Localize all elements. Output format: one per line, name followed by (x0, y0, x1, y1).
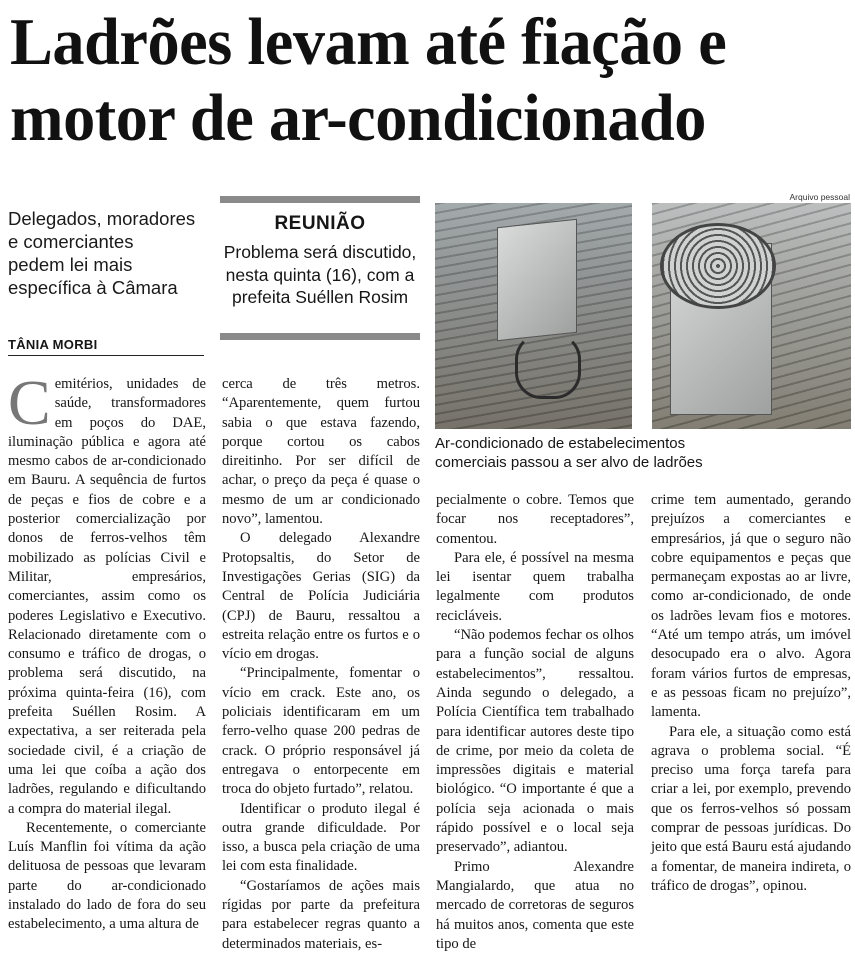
photo-credit: Arquivo pessoal (789, 192, 850, 202)
deck-line: e comerciantes (8, 231, 134, 252)
article-column-3 (436, 491, 634, 954)
article-paragraph: crime tem aumentado, gerando prejuízos a comerciantes e empresários, já que o seguro não cobre equipamentos e peças que permaneçam expostas ao ar livre, como ar-condicionado, de onde os ladrões levam fios e motores. “Até um tempo atrás, um imóvel desocupado era o alvo. Agora foram vários furtos de empresas, e as pessoas ficam no prejuízo”, lamenta. (651, 492, 851, 721)
cable-shape (515, 333, 581, 399)
article-paragraph: “Não podemos fechar os olhos para a função social de alguns estabelecimentos”, ressaltou. Ainda segundo o delegado, a Polícia Científica tem trabalhado para identificar autores deste tipo de crime, por meio da coleta de impressões digitais e material biológico. “O importante é que a polícia seja acionada o mais rápido possível e o local seja preservado”, adiantou. (436, 627, 634, 856)
article-paragraph: “Gostaríamos de ações mais rígidas por parte da prefeitura para estabelecer regras quanto a determinados materiais, es- (222, 877, 420, 952)
boxout-title: REUNIÃO (274, 213, 366, 234)
article-column-2 (222, 375, 420, 954)
article-paragraph: Recentemente, o comerciante Luís Manflin foi vítima da ação delituosa de pessoas que levaram parte do ar-condicionado instalado do lado de fora do seu estabelecimento, a uma altura de (8, 819, 206, 933)
deck-line: específica à Câmara (8, 277, 178, 298)
caption-line: Ar-condicionado de estabelecimentos (435, 435, 686, 452)
boxout-line: Problema será discutido, (223, 242, 417, 262)
ac-unit-shape (497, 219, 577, 341)
boxout-line: nesta quinta (16), com a (225, 264, 415, 285)
deck-line: pedem lei mais (8, 254, 133, 275)
deck-subtitle (8, 207, 208, 299)
caption-line: comerciais passou a ser alvo de ladrões (435, 454, 703, 471)
byline: TÂNIA MORBI (8, 337, 204, 356)
boxout-line: prefeita Suéllen Rosim (231, 287, 409, 307)
article-paragraph: cerca de três metros. “Aparentemente, quem furtou sabia o que estava fazendo, porque cortou os cabos direitinho. Por ser difícil de achar, o preço da peça é quase o mesmo de um ar condicionado novo”, lamentou. (222, 376, 420, 528)
fan-grille-shape (660, 223, 776, 309)
headline-line-1: Ladrões levam até fiação e (10, 5, 727, 79)
article-column-1 (8, 367, 206, 935)
air-conditioner-photo-left (435, 203, 632, 429)
article-paragraph: Para ele, a situação como está agrava o problema social. “É preciso uma força tarefa para criar a lei, por exemplo, prevendo que os ferros-velhos só possam comprar de pessoas jurídicas. Do jeito que está Bauru está ajudando a fomentar, de maneira indireta, o tráfico de drogas”, opinou. (651, 723, 851, 894)
meeting-boxout (220, 196, 420, 340)
article-paragraph: Identificar o produto ilegal é outra grande dificuldade. Por isso, a busca pela criação de uma lei com esta finalidade. (222, 800, 420, 875)
article-paragraph: “Principalmente, fomentar o vício em crack. Este ano, os policiais identificaram em um ferro-velho quase 200 pedras de crack. O próprio responsável já entregava o entorpecente em troca do objeto furtado”, relatou. (222, 665, 420, 798)
drop-cap: C (8, 367, 51, 438)
air-conditioner-photo-right (652, 203, 851, 429)
article-paragraph: Primo Alexandre Mangialardo, que atua no mercado de corretoras de seguros há muitos anos, comenta que este tipo de (436, 858, 634, 952)
paragraph-text: emitérios, unidades de saúde, transformadores em poços do DAE, iluminação pública e agora até mesmo cabos de ar-condicionado em Bauru. A sequência de furtos de peças e fios de cobre e a posterior comercialização por donos de ferros-velhos têm mobilizado as polícias Civil e Militar, empresários, comerciantes, assim como os poderes Legislativo e Executivo. Relacionado diretamente com o consumo e tráfico de drogas, o problema será discutido, na próxima quinta-feira (16), com prefeita Suéllen Rosim. A expectativa, a ser reiterada pela sociedade civil, é a criação de uma lei que coíba a ação dos ladrões, regulando e dificultando a compra do material ilegal. (8, 376, 206, 817)
headline-line-2: motor de ar-condicionado (10, 81, 706, 155)
article-paragraph: Para ele, é possível na mesma lei isentar quem trabalha legalmente com produtos recicláveis. (436, 549, 634, 624)
article-paragraph: O delegado Alexandre Protopsaltis, do Setor de Investigações Gerias (SIG) da Central de Polícia Judiciária (CPJ) de Bauru, ressaltou a estreita relação entre os furtos e o vício em drogas. (222, 530, 420, 663)
photo-caption (435, 434, 851, 472)
headline (10, 4, 816, 156)
article-column-4 (651, 491, 851, 896)
boxout-body (220, 241, 420, 309)
article-paragraph (8, 367, 206, 819)
deck-line: Delegados, moradores (8, 208, 196, 229)
article-paragraph: pecialmente o cobre. Temos que focar nos receptadores”, comentou. (436, 492, 634, 547)
